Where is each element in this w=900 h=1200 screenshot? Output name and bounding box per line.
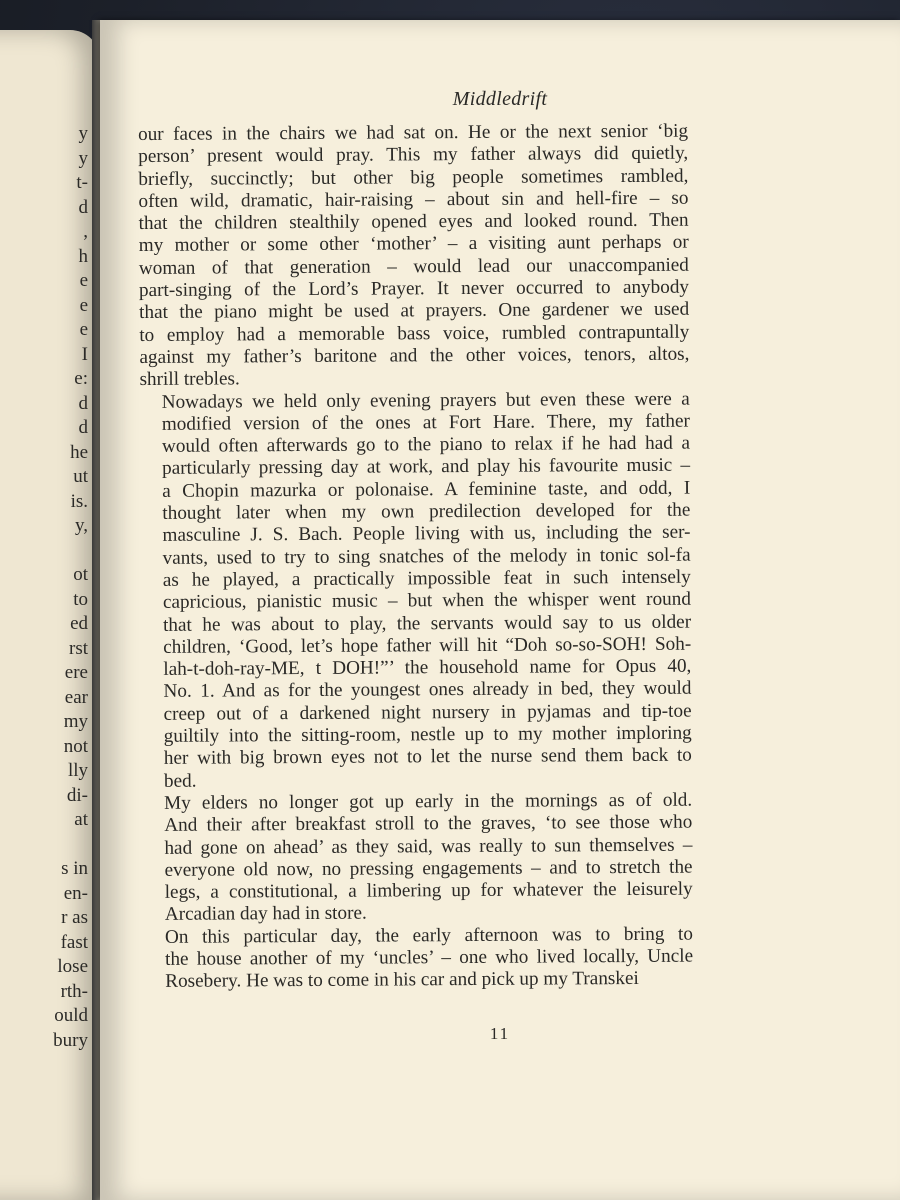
text-line: On this particular day, the early afternoon was to bring to [164,923,694,948]
left-page-fragment: y [78,147,88,169]
paragraph [138,121,690,392]
text-line: against my father’s baritone and the other voices, tenors, altos, [139,343,690,368]
text-line: a Chopin mazurka or polonaise. A feminine taste, and odd, I [162,477,691,502]
text-line: No. 1. And as for the youngest ones already in bed, they would [163,678,692,703]
text-line: children, ‘Good, let’s hope father will hit “Doh so-so-SOH! Soh- [163,633,692,658]
text-line: as he played, a practically impossible feat in such intensely [162,566,691,591]
text-line: would often afterwards go to the piano to relax if he had had a [161,432,691,458]
running-head: Middledrift [452,88,548,110]
text-line: Arcadian day had in store. [164,903,367,926]
text-line: legs, a constitutional, a limbering up for whatever the leisurely [164,878,693,903]
text-line: My elders no longer got up early in the mornings as of old. [164,789,693,814]
left-page-fragment: rth- [60,980,88,1002]
text-line: Nowadays we held only evening prayers but even these were a [161,388,690,413]
left-page-fragment: bury [53,1029,88,1051]
left-page-fragment [53,833,88,858]
left-page-text-fragments [53,122,88,1053]
left-page-fragment: fast [60,931,88,953]
left-page-fragment: h [78,245,88,267]
left-page-fragment: e [79,319,88,340]
text-line: often wild, dramatic, hair-raising – about sin and hell-fire – so [138,187,689,212]
text-line: guiltily into the sitting-room, nestle up to my mother imploring [163,722,692,747]
left-page-fragment: ere [64,662,88,683]
left-page-fragment: not [63,735,88,757]
text-line: lah-t-doh-ray-ME, t DOH!”’ the household name for Opus 40, [163,655,692,680]
text-line: that the children stealthily opened eyes and looked round. Then [138,209,689,235]
text-line: our faces in the chairs we had sat on. He or the next senior ‘big [138,120,689,145]
left-page-fragment: r as [61,907,88,928]
left-page-fragment: my [63,711,88,732]
left-page-fragment: ot [73,564,88,585]
left-page-fragment: d [78,196,88,218]
text-line: vants, used to try to sing snatches of the melody in tonic sol-fa [162,544,691,569]
left-page-fragment [53,539,88,564]
left-page-fragment: e [79,294,88,316]
left-page-fragment: rst [69,637,88,659]
left-page-fragment: at [74,809,88,830]
text-line: briefly, succinctly; but other big people sometimes rambled, [138,165,689,190]
right-page [100,20,900,1200]
left-page-fragment: ear [64,686,88,708]
text-line: thought later when my own predilection developed for the [162,499,691,524]
left-page-fragment: ed [70,613,88,634]
left-page-fragment: ut [73,466,88,487]
left-page-fragment: di- [66,784,88,806]
text-line: to employ had a memorable bass voice, rumbled contrapuntally [139,321,690,346]
left-page-fragment: y [78,123,88,144]
text-line: And their after breakfast stroll to the graves, ‘to see those who [164,811,693,837]
text-line: shrill trebles. [139,368,240,391]
left-page-fragment: to [73,588,88,610]
page-number: 11 [489,1024,511,1043]
body-text [138,121,693,994]
paragraph [142,790,693,927]
text-line: that he was about to play, the servants would say to us older [162,611,692,636]
text-line: particularly pressing day at work, and play his favourite music – [162,455,691,480]
left-page-fragment: lly [67,760,88,781]
left-page-fragment: lose [57,956,88,977]
text-line: had gone on ahead’ as they said, was really to sun themselves – [164,834,693,859]
left-page-fragment: d [78,417,88,438]
left-page-fragment: e: [74,368,88,389]
paragraph [143,923,693,993]
text-line: Rosebery. He was to come in his car and pick up my Transkei [165,968,639,993]
text-line: everyone old now, no pressing engagements – and to stretch the [164,856,693,881]
text-line: person’ present would pray. This my father always did quietly, [138,142,689,168]
text-line: part-singing of the Lord’s Prayer. It never occurred to anybody [138,276,690,302]
paragraph [140,388,692,793]
left-page-fragment: e [79,270,88,291]
text-line: my mother or some other ‘mother’ – a visiting aunt perhaps or [138,232,689,257]
left-page-fragment: he [70,441,88,463]
left-page-fragment: , [83,221,88,242]
text-line: creep out of a darkened night nursery in pyjamas and tip-toe [163,700,692,725]
text-line: woman of that generation – would lead our unaccompanied [138,254,689,279]
text-line: capricious, pianistic music – but when the whisper went round [162,588,691,614]
text-line: bed. [163,770,197,792]
text-line: masculine J. S. Bach. People living with us, including the ser- [162,521,691,547]
text-line: her with big brown eyes not to let the nurse send them back to [163,744,692,770]
left-page-fragment: I [81,343,88,365]
left-page-fragment: s in [61,858,88,879]
text-line: modified version of the ones at Fort Hare. There, my father [161,410,690,435]
left-page-fragment: is. [70,490,88,512]
left-page-fragment: d [78,392,88,414]
left-page-fragment: t- [76,172,88,193]
left-page [0,30,100,1200]
text-line: that the piano might be used at prayers. One gardener we used [139,299,690,324]
left-page-fragment: ould [54,1005,88,1026]
left-page-fragment: y, [74,515,88,536]
left-page-fragment: en- [63,882,88,904]
text-line: the house another of my ‘uncles’ – one who lived locally, Uncle [165,945,694,970]
